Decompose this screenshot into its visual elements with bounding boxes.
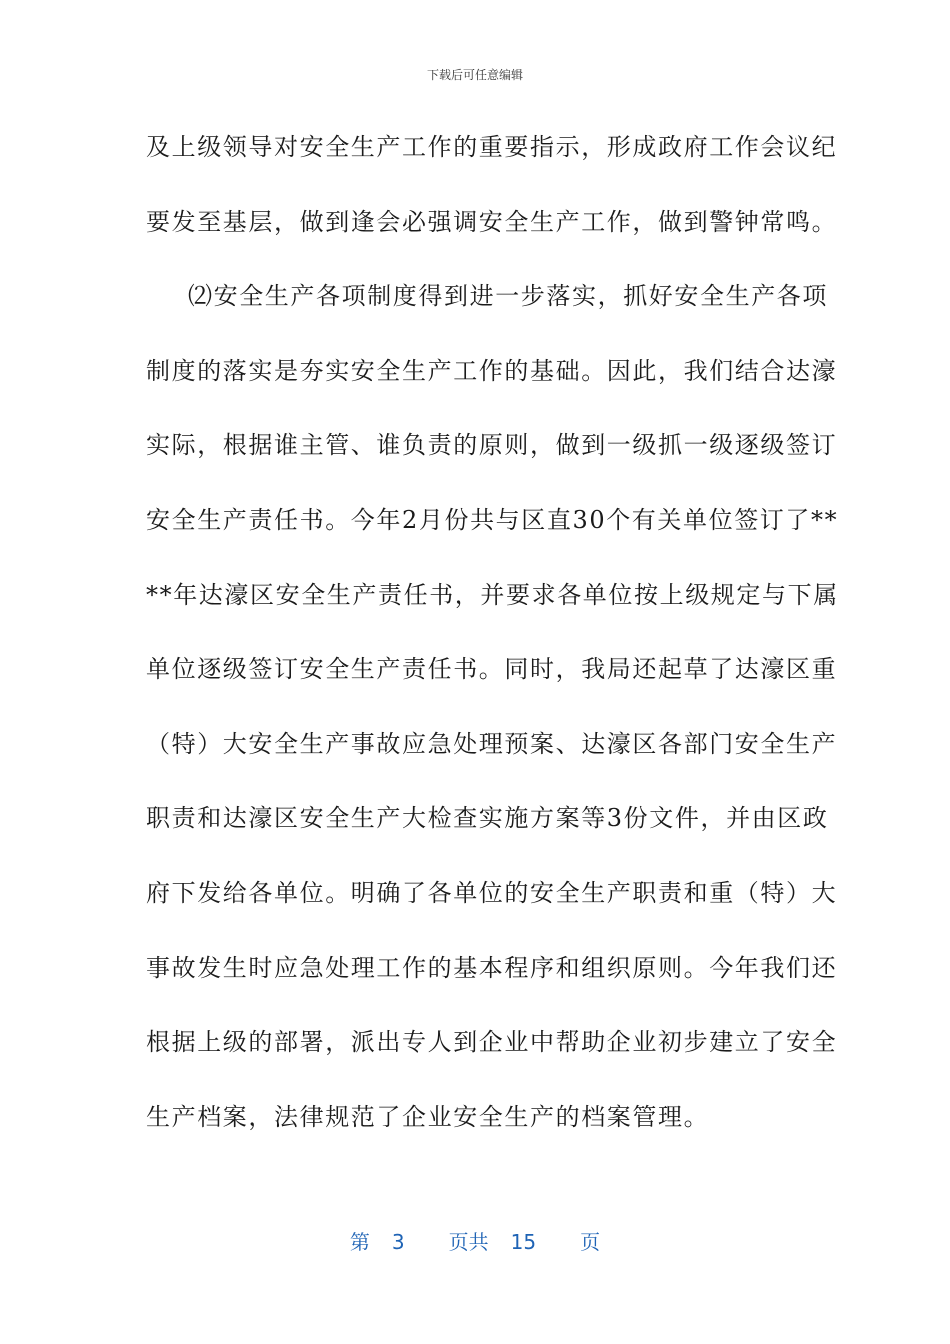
body-line: 要发至基层，做到逢会必强调安全生产工作，做到警钟常鸣。 [146, 207, 838, 236]
body-line: 单位逐级签订安全生产责任书。同时，我局还起草了达濠区重 [146, 655, 838, 684]
body-line: 安全生产责任书。今年2月份共与区直30个有关单位签订了** [146, 505, 839, 534]
total-pages-number: 15 [510, 1230, 537, 1254]
body-line: 及上级领导对安全生产工作的重要指示，形成政府工作会议纪 [146, 133, 838, 161]
footer-middle: 页共 [448, 1230, 489, 1254]
body-line: 实际，根据谁主管、谁负责的原则，做到一级抓一级逐级签订 [146, 431, 838, 460]
header-note: 下载后可任意编辑 [426, 68, 523, 82]
body-line: ⑵安全生产各项制度得到进一步落实，抓好安全生产各项 [188, 282, 828, 311]
body-line: 根据上级的部署，派出专人到企业中帮助企业初步建立了安全 [146, 1028, 838, 1057]
footer-suffix: 页 [580, 1230, 601, 1254]
body-line: 事故发生时应急处理工作的基本程序和组织原则。今年我们还 [146, 953, 838, 982]
document-body [146, 118, 839, 1162]
body-line: 制度的落实是夯实安全生产工作的基础。因此，我们结合达濠 [146, 356, 838, 385]
body-line: （特）大安全生产事故应急处理预案、达濠区各部门安全生产 [146, 729, 838, 758]
body-line: 生产档案，法律规范了企业安全生产的档案管理。 [146, 1102, 710, 1131]
page-footer [0, 1226, 950, 1255]
footer-prefix: 第 [349, 1230, 370, 1254]
body-line: 职责和达濠区安全生产大检查实施方案等3份文件，并由区政 [146, 804, 829, 833]
body-line: 府下发给各单位。明确了各单位的安全生产职责和重（特）大 [146, 878, 838, 907]
current-page-number: 3 [391, 1230, 405, 1254]
body-line: **年达濠区安全生产责任书，并要求各单位按上级规定与下属 [146, 580, 839, 609]
